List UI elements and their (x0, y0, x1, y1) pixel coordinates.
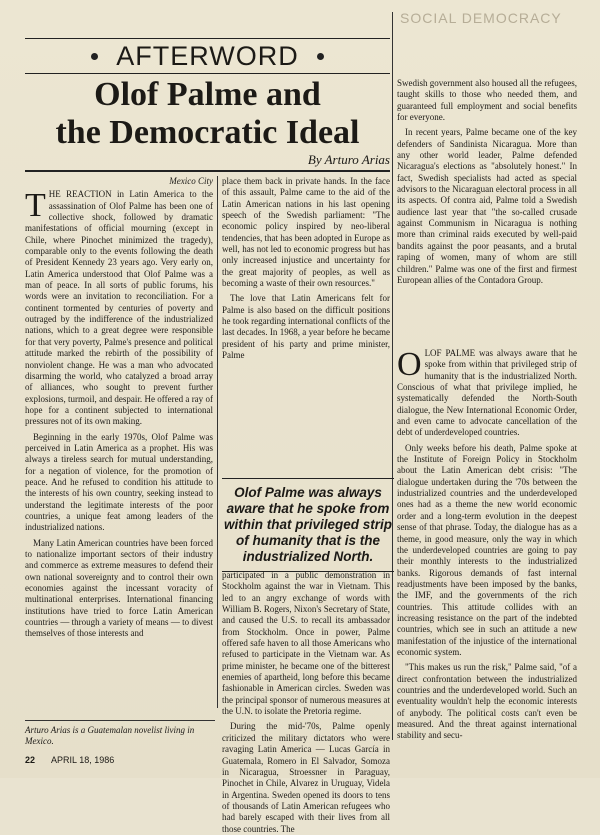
headline-line-1: Olof Palme and (94, 76, 321, 113)
article-column-3-bottom (397, 348, 577, 748)
section-kicker (25, 38, 390, 74)
headline (25, 76, 390, 152)
col2-paragraph-3: participated in a public demonstration in Stockholm against the war in Vietnam. This led to an angry exchange of words with William B. Rogers, Nixon's Secretary of State, and caused the U.S. to recall its ambassador from Stockholm. Once in power, Palme offered safe haven to all those Americans who refused to participate in the Vietnam war. As prime minister, he became one of the bitterest enemies of apartheid, long before this became fashionable in American circles. Sweden was the principal sponsor of numerous measures at the U.N. to isolate the Pretoria regime. (222, 570, 390, 717)
section-title: AFTERWORD (116, 40, 299, 71)
dateline: Mexico City (169, 176, 213, 186)
column-divider-1 (217, 176, 218, 708)
bullet-dot-left (91, 53, 98, 60)
page-number: 22 (25, 755, 36, 765)
headline-rule (25, 170, 390, 172)
col3-paragraph-3-text: LOF PALME was always aware that he spoke from within that privileged strip of humanity that is the industrialized North. Conscious of what that privilege implied, he systematically defended the North-South dialogue, the New International Economic Order, and even came to advocate cancellation of the debt of underdeveloped countries. (397, 348, 577, 438)
col1-paragraph-1-text: HE REACTION in Latin America to the assassination of Olof Palme has been one of collective shock, followed by dramatic manifestations of official mourning (except in Chile, where Pinochet minimized the tragedy), comparable only to the events following the death of President Kennedy 23 years ago. Very early on, Latin America understood that Olof Palme was a man of peace. In all sorts of public forums, his words were an invitation to reconciliation. For a continent tormented by centuries of poverty and outraged by the indifference of the industrialized nations, which to a great degree were responsible for that very poverty, Palme's presence and political attitude marked the rebirth of the possibility of nonviolent change. He was a man who advocated disarming the world, who catalyzed a broad array of alliances, who sought to prevent further explosions, turmoil, and despair. He offered a ray of hope for a continent subjected to international pressures not of its own making. (25, 189, 213, 427)
headline-line-2: the Democratic Ideal (55, 114, 360, 151)
col3-paragraph-2: In recent years, Palme became one of the key defenders of Sandinista Nicaragua. More than any other world leader, Palme defended Nicaragua's elections as "absolutely honest." In fact, Swedish specialists had acted as special advisors to the Nicaraguan electoral process in all its aspects. Of contra aid, Palme told a Swedish audience last year that "the so-called crusade against Communism in Nicaragua is nothing more than criminal raids executed by well-paid bandits against the poor peasants, and a brutal raping of women, many of whom are still children." Palme was one of the first and firmest European allies of the Contadora Group. (397, 127, 577, 285)
drop-cap-o: O (397, 346, 422, 383)
drop-cap-t: T (25, 187, 46, 225)
col2-paragraph-2: The love that Latin Americans felt for Palme is also based on the difficult positions he took regarding international conflicts of the last decades. In 1968, a year before he became president of his party and prime minister, Palme (222, 293, 390, 361)
article-column-1 (25, 176, 213, 714)
col2-paragraph-1: place them back in private hands. In the face of this assault, Palme came to the aid of the Latin American nations in his last opening speech of the Swedish parliament: "The economic policy inspired by neo-liberal tendencies, that has been adopted in Europe as well, has not led to economic progress but has only increased injustice and uncertainty for the great majority of peoples, as well as becoming a waste of their own resources." (222, 176, 390, 289)
page-footer (25, 755, 585, 765)
pull-quote: Olof Palme was always aware that he spoke from within that privileged strip of humanity that is the industrialized North. (222, 478, 394, 572)
col3-paragraph-1: Swedish government also housed all the refugees, taught skills to those who needed them, and guaranteed full employment and social benefits for everyone. (397, 78, 577, 123)
column-divider-2 (392, 12, 393, 740)
bullet-dot-right (317, 53, 324, 60)
col3-paragraph-4: Only weeks before his death, Palme spoke at the Institute of Foreign Policy in Stockholm about the Latin American debt crisis: "The dialogue undertaken during the '70s between the industrialized countries and the underdeveloped ones had as a theme the new world economic order and a long-term evolution in the deepest sense of that phrase. Today, the dialogue has as a theme, in good measure, only the way in which the underdeveloped countries are going to pay their monthly interests to the industrialized banks. Rigorous demands of fast internal readjustments have been imposed by the banks, the IMF, and the governments of the rich countries. This attitude collides with an increasing resistance on the part of the indebted countries, which see in such an attitude a new manifestation of the injustice of the international economic system. (397, 442, 577, 657)
issue-date: APRIL 18, 1986 (51, 755, 115, 765)
article-column-3-top (397, 78, 577, 322)
author-note: Arturo Arias is a Guatemalan novelist living in Mexico. (25, 720, 215, 747)
article-column-2-top (222, 176, 390, 472)
col3-paragraph-3 (397, 348, 577, 439)
col1-paragraph-2: Beginning in the early 1970s, Olof Palme was perceived in Latin America as a prophet. His was always a tireless search for mutual understanding, for a negation of violence, for the promotion of peace. And he refused to condition his attitude to the interests of his own country, seeking instead to understand the legitimate interests of the poor countries, a unique feat among leaders of the industrialized nations. (25, 431, 213, 533)
col2-paragraph-4: During the mid-'70s, Palme openly criticized the military dictators who were ravaging Latin America — Lucas García in Guatemala, Romero in El Salvador, Somoza in Nicaragua, Stroessner in Paraguay, Pinochet in Chile, Alvarez in Uruguay, Videla in Argentina. Sweden opened its doors to tens of thousands of Latin American refugees who had barely escaped with their lives from all those countries. The (222, 721, 390, 834)
col3-paragraph-5: "This makes us run the risk," Palme said, "of a direct confrontation between the industrialized countries and the underdeveloped world. Such an eventuality wouldn't help the economic interests of anybody. The political costs can't even be measured. And the threat against international stability and secu- (397, 662, 577, 741)
col1-paragraph-3: Many Latin American countries have been forced to nationalize important sectors of their industry and commerce as extreme measures to defend their own national sovereignty and to control their own economies against the incessant voracity of multinational enterprises. International financing institutions have tried to force Latin American countries — through a variety of means — to divest themselves of those interests and (25, 537, 213, 639)
ghost-header-text: SOCIAL DEMOCRACY (400, 10, 562, 26)
byline: By Arturo Arias (307, 152, 390, 167)
opening-paragraph (25, 189, 213, 427)
article-column-2-bottom (222, 570, 390, 834)
